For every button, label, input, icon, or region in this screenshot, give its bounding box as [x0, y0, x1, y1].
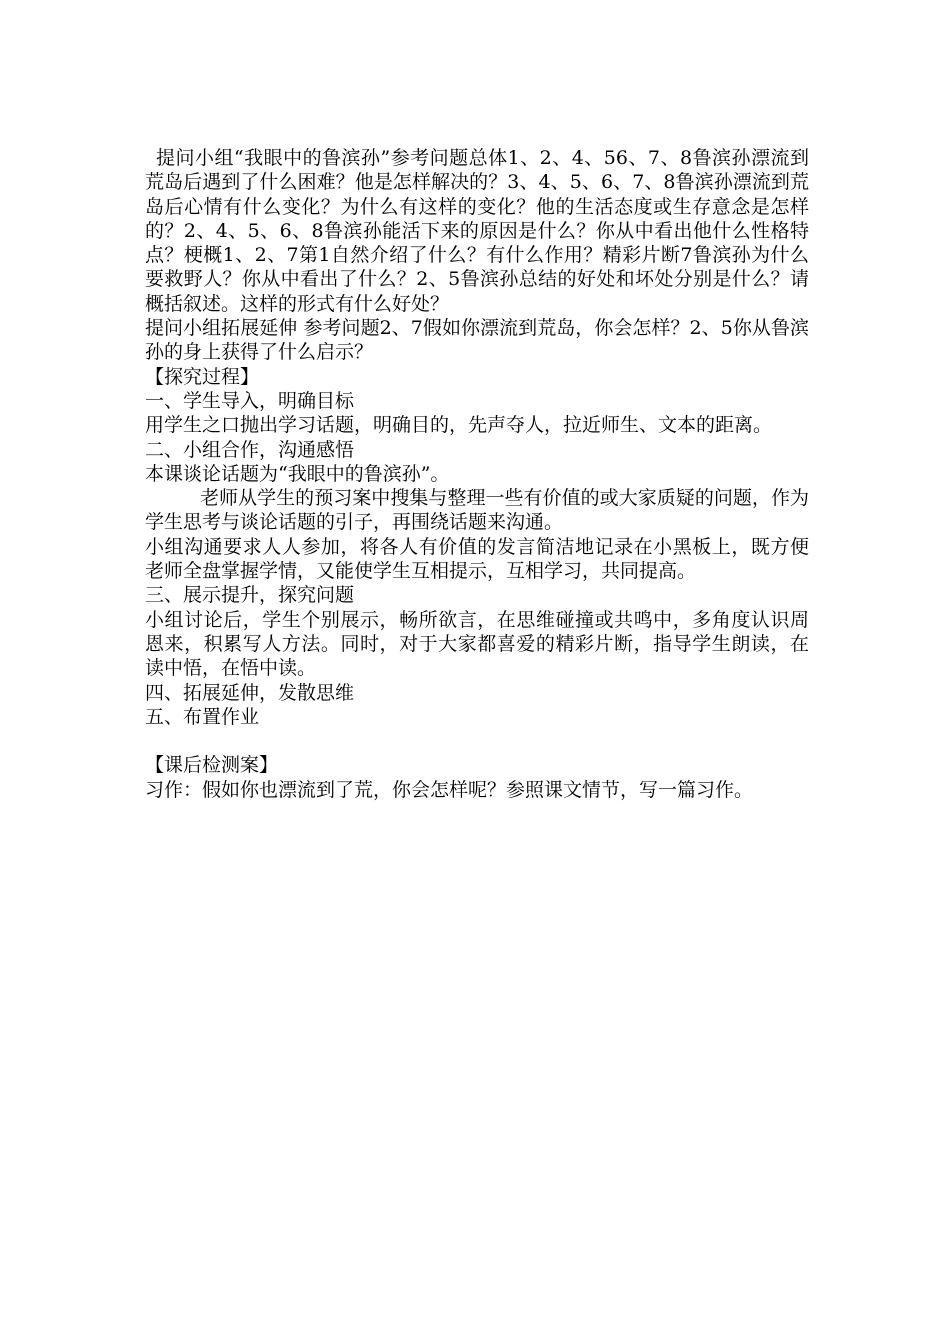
- step-heading-2: 二、小组合作，沟通感悟: [145, 438, 355, 461]
- section-heading-post-class-test: 【课后检测案】: [145, 754, 279, 777]
- blank-line: [145, 729, 809, 753]
- paragraph-questions-extension: 提问小组拓展延伸 参考问题2、7假如你漂流到荒岛，你会怎样？2、5你从鲁滨孙的身上获得了什么启示？: [145, 317, 809, 364]
- paragraph-questions-overall: 提问小组“我眼中的鲁滨孙”参考问题总体1、2、4、56、7、8鲁滨孙漂流到荒岛后遇到了什么困难？他是怎样解决的？3、4、5、6、7、8鲁滨孙漂流到荒岛后心情有什么变化？为什么有这样的变化？他的生活态度或生存意念是怎样的？2、4、5、6、8鲁滨孙能活下来的原因是什么？你从中看出他什么性格特点？梗概1、2、7第1自然介绍了什么？有什么作用？精彩片断7鲁滨孙为什么要救野人？你从中看出了什么？2、5鲁滨孙总结的好处和坏处分别是什么？请概括叙述。这样的形式有什么好处？: [145, 147, 809, 315]
- document-page: [145, 146, 809, 802]
- paragraph-teacher-collects: 老师从学生的预习案中搜集与整理一些有价值的或大家质疑的问题，作为学生思考与谈论话题的引子，再围绕话题来沟通。: [145, 487, 809, 534]
- paragraph-group-communication: 小组沟通要求人人参加，将各人有价值的发言简洁地记录在小黑板上，既方便老师全盘掌握学情，又能使学生互相提示，互相学习，共同提高。: [145, 535, 809, 583]
- section-heading-inquiry-process: 【探究过程】: [145, 365, 260, 388]
- paragraph-step-3: 小组讨论后，学生个别展示，畅所欲言，在思维碰撞或共鸣中，多角度认识周恩来，积累写人方法。同时，对于大家都喜爱的精彩片断，指导学生朗读，在读中悟，在悟中读。: [145, 608, 809, 680]
- paragraph-step-1: 用学生之口抛出学习话题，明确目的，先声夺人，拉近师生、文本的距离。: [145, 414, 773, 437]
- step-heading-3: 三、展示提升，探究问题: [145, 584, 355, 607]
- step-heading-1: 一、学生导入，明确目标: [145, 389, 355, 412]
- paragraph-writing-assignment: 习作：假如你也漂流到了荒，你会怎样呢？参照课文情节，写一篇习作。: [145, 778, 754, 801]
- step-heading-5: 五、布置作业: [145, 705, 260, 728]
- step-heading-4: 四、拓展延伸，发散思维: [145, 681, 355, 704]
- paragraph-topic: 本课谈论话题为“我眼中的鲁滨孙”。: [145, 462, 450, 485]
